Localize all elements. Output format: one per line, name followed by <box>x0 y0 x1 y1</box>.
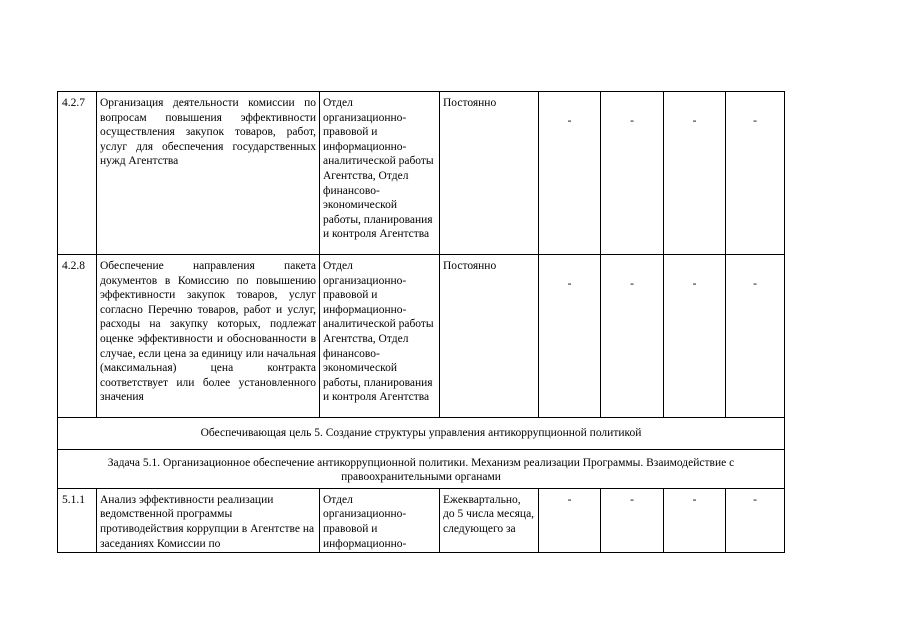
responsible-cell: Отдел организационно-правовой и информационно- <box>320 488 440 552</box>
action-cell: Организация деятельности комиссии по вопросам повышения эффективности осуществления закупок товаров, работ, услуг для обеспечения государственных нужд Агентства <box>97 92 320 255</box>
value-cell: - <box>539 488 601 552</box>
value-cell: - <box>601 92 664 255</box>
value-cell: - <box>664 488 726 552</box>
responsible-cell: Отдел организационно-правовой и информационно-аналитической работы Агентства, Отдел финансово-экономической работы, планирования и контроля Агентства <box>320 92 440 255</box>
task-heading: Задача 5.1. Организационное обеспечение антикоррупционной политики. Механизм реализации Программы. Взаимодействие с правоохранительными органами <box>58 449 785 488</box>
table-row <box>58 488 785 552</box>
value-cell: - <box>664 255 726 418</box>
program-table <box>57 91 785 553</box>
value-cell: - <box>539 255 601 418</box>
table-row <box>58 92 785 255</box>
task-row <box>58 449 785 488</box>
goal-row <box>58 418 785 450</box>
value-cell: - <box>726 92 785 255</box>
row-number: 5.1.1 <box>58 488 97 552</box>
action-cell: Обеспечение направления пакета документов в Комиссию по повышению эффективности закупок товаров, услуг согласно Перечню товаров, работ и услуг, расходы на закупку которых, подлежат оценке эффективности и обоснованности в случае, если цена за единицу или начальная (максимальная) цена контракта соответствует или более установленного значения <box>97 255 320 418</box>
term-cell: Ежеквартально, до 5 числа месяца, следующего за <box>440 488 539 552</box>
value-cell: - <box>539 92 601 255</box>
row-number: 4.2.7 <box>58 92 97 255</box>
value-cell: - <box>726 255 785 418</box>
value-cell: - <box>601 488 664 552</box>
row-number: 4.2.8 <box>58 255 97 418</box>
goal-heading: Обеспечивающая цель 5. Создание структуры управления антикоррупционной политикой <box>58 418 785 450</box>
term-cell: Постоянно <box>440 92 539 255</box>
value-cell: - <box>726 488 785 552</box>
responsible-cell: Отдел организационно-правовой и информационно-аналитической работы Агентства, Отдел финансово-экономической работы, планирования и контроля Агентства <box>320 255 440 418</box>
value-cell: - <box>601 255 664 418</box>
table-row <box>58 255 785 418</box>
term-cell: Постоянно <box>440 255 539 418</box>
value-cell: - <box>664 92 726 255</box>
action-cell: Анализ эффективности реализации ведомственной программы противодействия коррупции в Агентстве на заседаниях Комиссии по <box>97 488 320 552</box>
